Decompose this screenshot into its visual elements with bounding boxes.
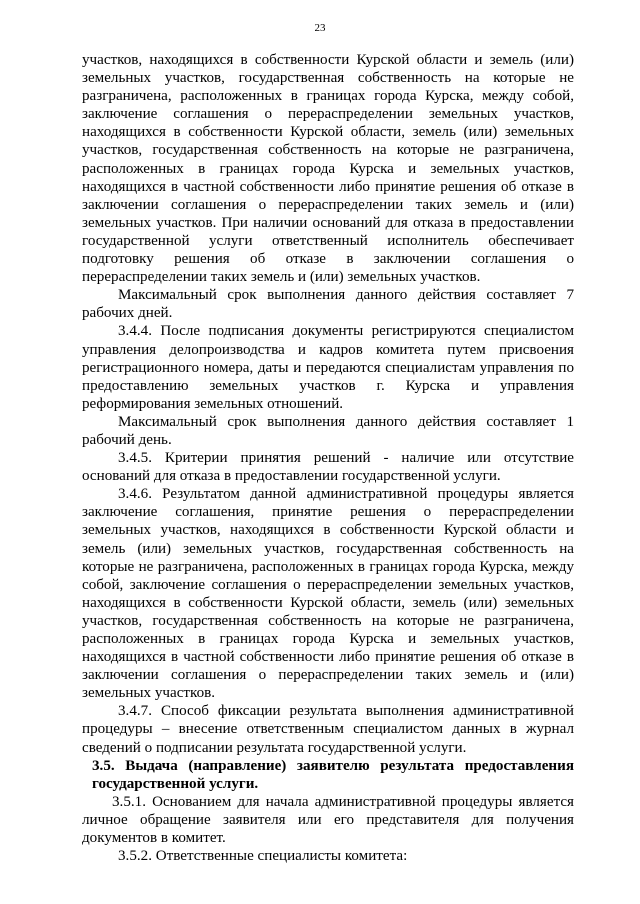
section-heading-3-5: 3.5. Выдача (направление) заявителю результата предоставления государственной услуги.	[92, 757, 574, 792]
page-number: 23	[314, 22, 326, 34]
paragraph-3-4-5: 3.4.5. Критерии принятия решений - наличие или отсутствие оснований для отказа в предоставлении государственной услуги.	[82, 450, 574, 485]
document-body	[82, 51, 574, 865]
paragraph-3-4-4: 3.4.4. После подписания документы регистрируются специалистом управления делопроизводства и кадров комитета путем присвоения регистрационного номера, даты и передаются специалистам управления по предоставлению земельных участков г. Курска и управления реформирования земельных отношений.	[82, 323, 574, 412]
paragraph-continuation: участков, находящихся в собственности Курской области и земель (или) земельных участков, государственная собственность на которые не разграничена, расположенных в границах города Курска, между собой, заключение соглашения о перераспределении земельных участков, находящихся в собственности Курской области, земель (или) земельных участков, государственная собственность на которые не разграничена, расположенных в границах города Курска и земельных участков, находящихся в частной собственности либо принятие решения об отказе в заключении соглашения о перераспределении таких земель и (или) земельных участков. При наличии оснований для отказа в предоставлении государственной услуги ответственный исполнитель обеспечивает подготовку решения об отказе в заключении соглашения о перераспределении таких земель и (или) земельных участков.	[82, 52, 574, 286]
paragraph-3-4-7: 3.4.7. Способ фиксации результата выполнения административной процедуры – внесение ответственным специалистом данных в журнал сведений о подписании результата государственной услуги.	[82, 703, 574, 756]
paragraph-deadline-1-day: Максимальный срок выполнения данного действия составляет 1 рабочий день.	[82, 413, 574, 448]
paragraph-3-5-2: 3.5.2. Ответственные специалисты комитета:	[118, 848, 408, 865]
paragraph-3-5-1: 3.5.1. Основанием для начала административной процедуры является личное обращение заявителя или его представителя для получения документов в комитет.	[82, 793, 574, 847]
paragraph-deadline-7-days: Максимальный срок выполнения данного действия составляет 7 рабочих дней.	[82, 287, 574, 322]
paragraph-3-4-6: 3.4.6. Результатом данной административной процедуры является заключение соглашения, принятие решения о перераспределении земельных участков, находящихся в собственности Курской области и земель (или) земельных участков, государственная собственность на которые не разграничена, расположенных в границах города Курска, между собой, заключение соглашения о перераспределении земельных участков, находящихся в собственности Курской области, земель (или) земельных участков, государственная собственность на которые не разграничена, расположенных в границах города Курска и земельных участков, находящихся в частной собственности либо принятие решения об отказе в заключении соглашения о перераспределении таких земель и (или) земельных участков.	[82, 486, 574, 702]
